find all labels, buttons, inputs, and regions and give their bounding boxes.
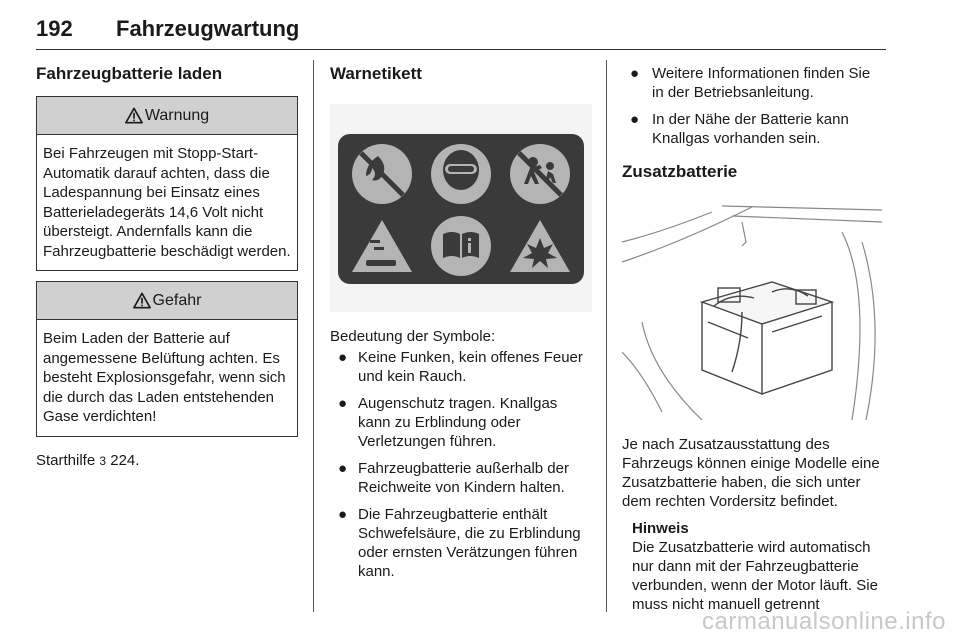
danger-text: Beim Laden der Batterie auf angemessene Belüftung achten. Es besteht Explosionsgefahr, wenn sich die durch das Laden entstehenden Gase verdichten! bbox=[43, 330, 286, 425]
reference-arrow-icon: 3 bbox=[99, 453, 107, 468]
symbols-intro: Bedeutung der Symbole: bbox=[330, 328, 496, 345]
warning-triangle-icon bbox=[133, 292, 151, 309]
list-item: ● Weitere Informationen finden Sie in der Betriebsanleitung. bbox=[630, 65, 871, 101]
warning-triangle-icon bbox=[125, 107, 143, 124]
hint-box bbox=[622, 519, 886, 614]
auxiliary-battery-text: Je nach Zusatzausstattung des Fahrzeugs können einige Modelle eine Zusatzbatterie haben, die sich unter dem rechten Vordersitz befindet. bbox=[622, 436, 880, 510]
keep-away-children-icon bbox=[510, 144, 570, 204]
warning-label-figure bbox=[330, 104, 592, 312]
list-item: ● In der Nähe der Batterie kann Knallgas vorhanden sein. bbox=[630, 111, 849, 147]
column-left bbox=[36, 62, 298, 471]
section-title: Zusatzbatterie bbox=[622, 162, 738, 181]
bullet-dot: ● bbox=[338, 395, 348, 412]
list-item: ● Keine Funken, kein offenes Feuer und kein Rauch. bbox=[338, 349, 583, 385]
symbol-list bbox=[330, 348, 592, 581]
hint-title: Hinweis bbox=[632, 520, 689, 537]
column-divider bbox=[313, 60, 314, 612]
reference-text: Starthilfe bbox=[36, 451, 96, 469]
warning-box bbox=[36, 96, 298, 271]
warning-text: Bei Fahrzeugen mit Stopp-Start-Automatik darauf achten, dass die Ladespannung bei Einsatz eines Batterieladegeräts 14,6 Volt nicht übersteigt. Andernfalls kann die Fahrzeugbatterie beschädigt werden. bbox=[43, 145, 291, 260]
column-right bbox=[622, 62, 886, 614]
section-title: Fahrzeugbatterie laden bbox=[36, 64, 223, 83]
auxiliary-battery-figure bbox=[622, 202, 886, 420]
reference-page: 224. bbox=[110, 451, 140, 469]
list-item: ● Augenschutz tragen. Knallgas kann zu Erblindung oder Verletzungen führen. bbox=[338, 395, 558, 450]
warning-box-header bbox=[37, 97, 297, 135]
watermark: carmanualsonline.info bbox=[702, 608, 946, 635]
cross-reference[interactable] bbox=[36, 451, 298, 471]
section-title: Warnetikett bbox=[330, 64, 422, 83]
page-number: 192 bbox=[36, 16, 73, 41]
danger-box bbox=[36, 281, 298, 437]
chapter-title: Fahrzeugwartung bbox=[116, 16, 300, 41]
eye-protection-icon bbox=[431, 144, 491, 204]
warning-title: Warnung bbox=[144, 106, 210, 124]
column-divider bbox=[606, 60, 607, 612]
danger-box-header bbox=[37, 282, 297, 320]
list-item: ● Fahrzeugbatterie außerhalb der Reichweite von Kindern halten. bbox=[338, 460, 569, 496]
read-manual-icon bbox=[431, 216, 491, 276]
bullet-dot: ● bbox=[338, 506, 348, 523]
list-item: ● Die Fahrzeugbatterie enthält Schwefelsäure, die zu Erblindung oder ernsten Verätzungen führen kann. bbox=[338, 506, 581, 580]
bullet-dot: ● bbox=[338, 349, 348, 366]
danger-title: Gefahr bbox=[152, 291, 202, 309]
hint-text: Die Zusatzbatterie wird automatisch nur dann mit der Fahrzeugbatterie verbunden, wenn der Motor läuft. Sie muss nicht manuell getrennt bbox=[632, 539, 878, 613]
page-header bbox=[36, 10, 886, 50]
bullet-dot: ● bbox=[630, 111, 640, 128]
bullet-dot: ● bbox=[338, 460, 348, 477]
bullet-dot: ● bbox=[630, 65, 640, 82]
column-middle bbox=[330, 62, 592, 589]
no-fire-icon bbox=[352, 144, 412, 204]
info-list bbox=[622, 64, 886, 148]
